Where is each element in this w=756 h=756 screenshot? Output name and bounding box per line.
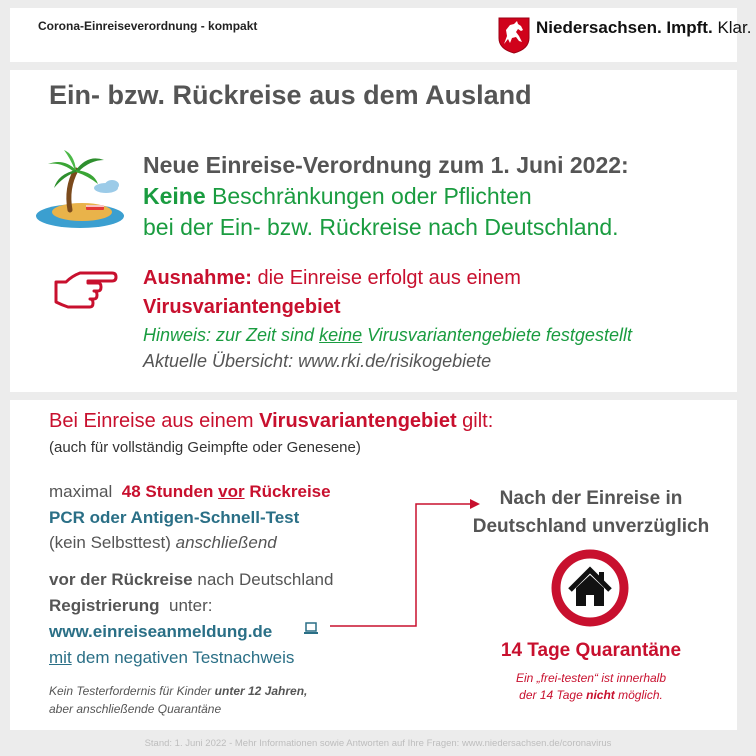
kids-line-1: Kein Testerfordernis für Kinder unter 12 Jahren, [49,684,308,698]
horse-crest-icon [497,16,531,54]
brand-slogan: Niedersachsen. Impft. Klar. [536,18,752,37]
test-line-1: maximal 48 Stunden vor Rückreise [49,482,331,501]
news-line-2: Keine Beschränkungen oder Pflichten [143,183,532,209]
palm-island-icon [36,148,128,234]
reg-line-1: vor der Rückreise nach Deutschland [49,570,334,589]
news-line-1: Neue Einreise-Verordnung zum 1. Juni 2022: [143,152,629,178]
laptop-icon [303,622,319,636]
reg-line-4: mit dem negativen Testnachweis [49,648,295,667]
quarantine-title: 14 Tage Quarantäne [500,640,682,661]
exception-overview: Aktuelle Übersicht: www.rki.de/risikogebiete [143,351,492,371]
doc-label: Corona-Einreiseverordnung - kompakt [38,19,258,33]
reg-line-2: Registrierung unter: [49,596,213,615]
kids-line-2: aber anschließende Quarantäne [49,702,222,716]
test-line-3: (kein Selbsttest) anschließend [49,533,277,552]
pointing-hand-icon [52,268,118,312]
exception-line: Ausnahme: die Einreise erfolgt aus einem [143,267,521,289]
test-line-2: PCR oder Antigen-Schnell-Test [49,508,300,527]
footer: Stand: 1. Juni 2022 - Mehr Informationen sowie Antworten auf Ihre Fragen: www.niedersachsen.de/coronavirus [144,738,612,749]
quarantine-note-2: der 14 Tage nicht möglich. [519,688,663,702]
page-title: Ein- bzw. Rückreise aus dem Ausland [49,80,532,110]
connector-arrow [326,494,486,634]
rules-subheading: (auch für vollständig Geimpfte oder Genesene) [49,439,361,456]
quarantine-heading-2: Deutschland unverzüglich [472,516,710,537]
news-line-3: bei der Ein- bzw. Rückreise nach Deutschland. [143,214,619,240]
rules-heading: Bei Einreise aus einem Virusvariantengebiet gilt: [49,410,494,432]
exception-note: Hinweis: zur Zeit sind keine Virusvariantengebiete festgestellt [143,325,632,345]
exception-term: Virusvariantengebiet [143,296,341,318]
quarantine-note-1: Ein „frei-testen“ ist innerhalb [515,671,667,685]
house-in-circle-icon [550,548,630,628]
quarantine-heading-1: Nach der Einreise in [499,488,683,509]
reg-url[interactable]: www.einreiseanmeldung.de [49,622,273,641]
